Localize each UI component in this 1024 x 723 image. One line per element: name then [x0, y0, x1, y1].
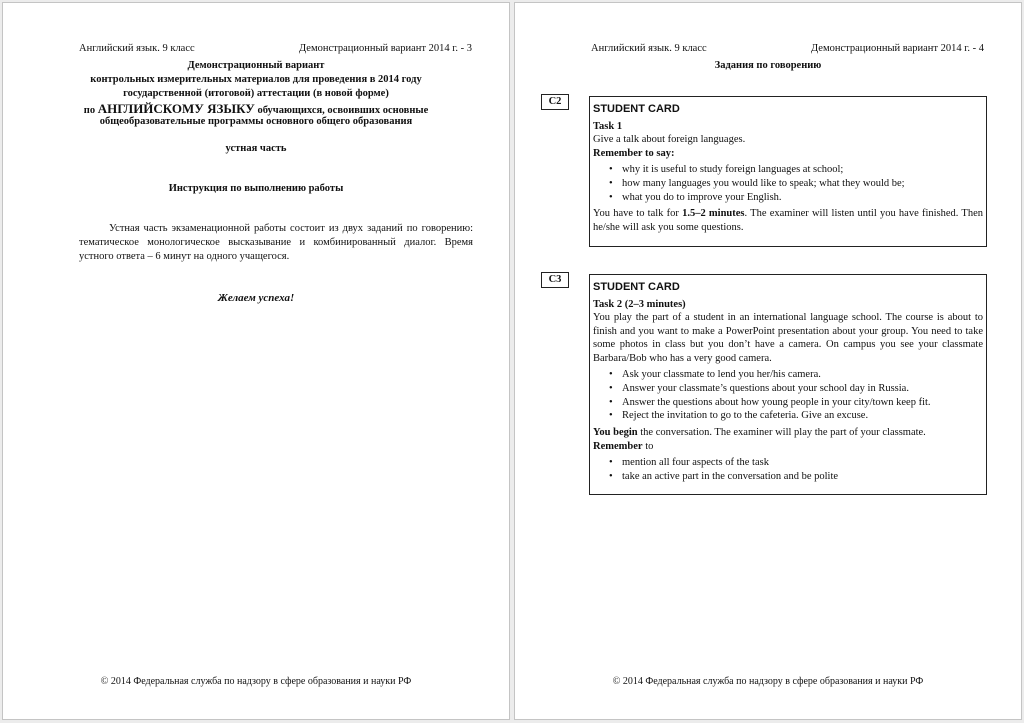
header-subject: Английский язык. 9 класс — [79, 43, 195, 54]
remember-rest: to — [645, 440, 654, 452]
good-luck-wish: Желаем успеха! — [217, 292, 295, 304]
card-title: STUDENT CARD — [593, 281, 680, 293]
task-label-c3: C3 — [541, 272, 569, 288]
list-item: • Reject the invitation to go to the cafeteria. Give an excuse. — [622, 409, 983, 423]
talk-instructions — [593, 207, 983, 234]
list-item: • take an active part in the conversation and be polite — [622, 470, 983, 484]
title-line-last: общеобразовательные программы основного общего образования — [99, 116, 413, 127]
title-line-1: Демонстрационный вариант — [187, 60, 325, 71]
copyright-footer: © 2014 Федеральная служба по надзору в сфере образования и науки РФ — [100, 676, 412, 687]
list-item: • why it is useful to study foreign languages at school; — [622, 163, 983, 177]
begin-bold: You begin — [593, 427, 638, 439]
remember-list — [593, 456, 983, 484]
talk-duration: 1.5–2 minutes — [682, 208, 745, 220]
student-card-c3 — [589, 274, 987, 495]
page-3 — [2, 2, 510, 720]
task-prompt: Give a talk about foreign languages. — [593, 134, 746, 145]
title-line-subject — [3, 101, 509, 117]
list-item: • mention all four aspects of the task — [622, 456, 983, 470]
header-variant: Демонстрационный вариант 2014 г. - 4 — [811, 43, 984, 54]
talk-suffix: . The examiner will listen until you have finished. Then he/she will ask you some questions. — [593, 208, 983, 233]
talk-prefix: You have to talk for — [593, 208, 679, 220]
remember-list — [593, 163, 983, 204]
begin-instructions — [593, 426, 983, 440]
section-name: устная часть — [225, 143, 287, 154]
list-item: • Answer the questions about how young people in your city/town keep fit. — [622, 396, 983, 410]
task-label-c2: C2 — [541, 94, 569, 110]
remember-line — [593, 440, 983, 454]
page-4 — [514, 2, 1022, 720]
speaking-tasks-heading: Задания по говорению — [714, 60, 822, 71]
student-card-c2 — [589, 96, 987, 247]
instruction-heading: Инструкция по выполнению работы — [168, 183, 344, 194]
list-item: • Ask your classmate to lend you her/his camera. — [622, 368, 983, 382]
subject-suffix: обучающихся, освоивших основные — [257, 105, 429, 116]
instruction-text: Устная часть экзаменационной работы состоит из двух заданий по говорению: тематическое монологическое высказывание и комбинированный диалог. Время устного ответа – 6 минут на одного учащегося. — [79, 223, 473, 262]
header-subject: Английский язык. 9 класс — [591, 43, 707, 54]
remember-bold: Remember — [593, 440, 643, 452]
list-item: • Answer your classmate’s questions about your school day in Russia. — [622, 382, 983, 396]
subject-prefix: по — [83, 105, 96, 116]
remember-heading: Remember to say: — [593, 147, 675, 159]
task-number: Task 1 — [593, 120, 623, 132]
task-scenario: You play the part of a student in an international language school. The course is about to finish and you want to make a PowerPoint presentation about your group. You need to take some photos in class but you don’t have a camera. On campus you see your classmate Barbara/Bob who has a very good camera. — [593, 312, 983, 364]
title-line-2: контрольных измерительных материалов для проведения в 2014 году — [90, 74, 422, 85]
title-line-3: государственной (итоговой) аттестации (в новой форме) — [123, 88, 389, 99]
header-variant: Демонстрационный вариант 2014 г. - 3 — [299, 43, 472, 54]
list-item: • what you do to improve your English. — [622, 191, 983, 205]
list-item: • how many languages you would like to speak; what they would be; — [622, 177, 983, 191]
card-title: STUDENT CARD — [593, 103, 680, 115]
task-number: Task 2 (2–3 minutes) — [593, 298, 686, 310]
copyright-footer: © 2014 Федеральная служба по надзору в сфере образования и науки РФ — [612, 676, 924, 687]
subject-name: АНГЛИЙСКОМУ ЯЗЫКУ — [97, 101, 255, 116]
task-aspects-list — [593, 368, 983, 423]
begin-rest: the conversation. The examiner will play the part of your classmate. — [640, 427, 926, 439]
